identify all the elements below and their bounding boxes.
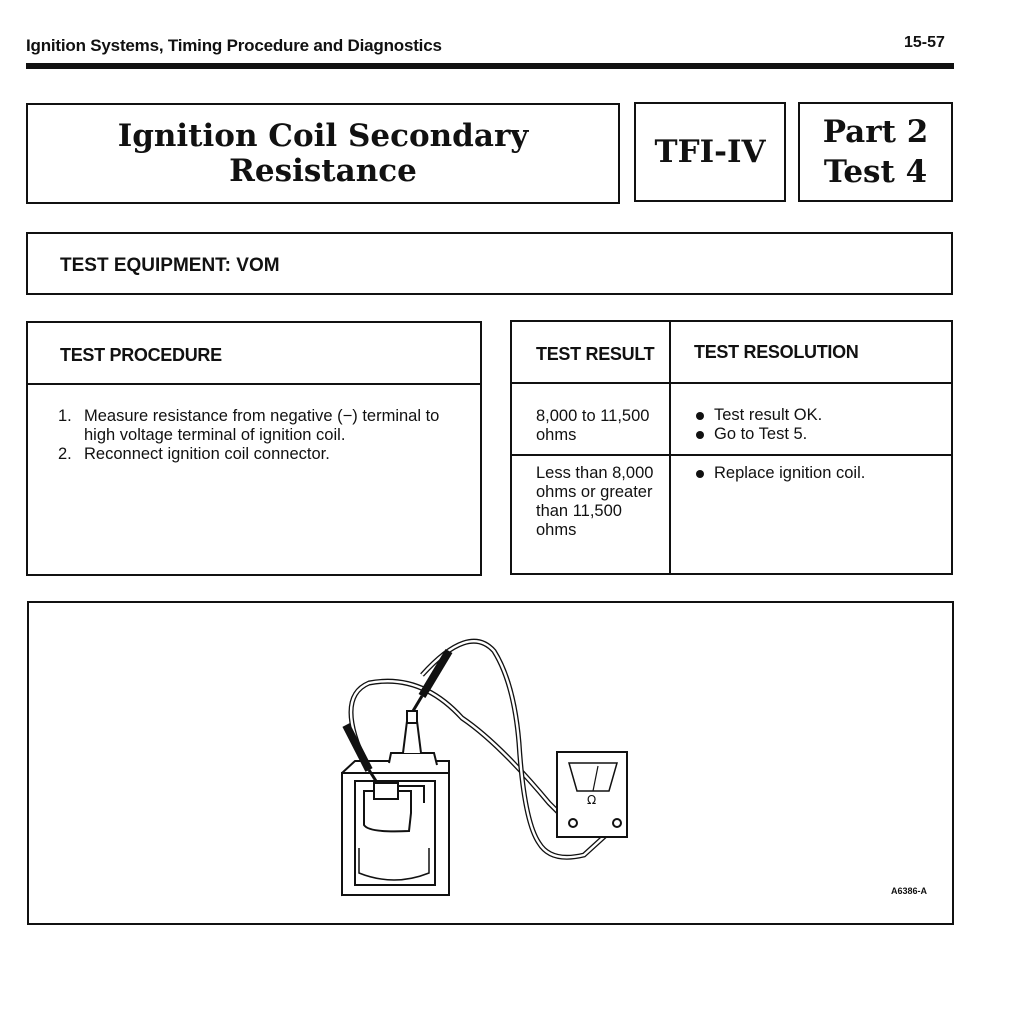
- test-label: Test 4: [823, 154, 928, 190]
- procedure-box: [26, 321, 482, 576]
- result-cell: 8,000 to 11,500 ohms: [536, 407, 650, 444]
- system-label: TFI-IV: [654, 134, 766, 170]
- procedure-step: [58, 407, 458, 445]
- test-title-line1: Ignition Coil Secondary: [117, 117, 529, 154]
- part-test-box: [798, 102, 953, 202]
- section-title: Ignition Systems, Timing Procedure and Diagnostics: [26, 36, 442, 55]
- procedure-header: [28, 323, 480, 385]
- procedure-step: [58, 445, 458, 464]
- header-rule: [26, 63, 954, 69]
- test-title-line2: Resistance: [229, 152, 417, 189]
- test-equipment-box: [26, 232, 953, 295]
- results-table: [510, 320, 953, 575]
- result-column-header: TEST RESULT: [536, 344, 655, 364]
- coil-meter-illustration: [29, 603, 952, 923]
- result-cell: Less than 8,000 ohms or greater than 11,500 ohms: [536, 464, 654, 539]
- step-text: Measure resistance from negative (−) terminal to high voltage terminal of ignition coil.: [84, 407, 440, 444]
- step-number: 2.: [58, 445, 72, 463]
- procedure-heading: TEST PROCEDURE: [60, 345, 222, 365]
- table-divider: [669, 322, 671, 573]
- part-label: Part 2: [822, 114, 929, 150]
- resolution-item: Replace ignition coil.: [694, 464, 944, 483]
- step-number: 1.: [58, 407, 72, 425]
- system-box: [634, 102, 786, 202]
- ohm-symbol: Ω: [587, 793, 597, 807]
- resolution-item: Go to Test 5.: [694, 425, 944, 444]
- test-title: [118, 119, 529, 189]
- resolution-cell: [694, 464, 944, 483]
- resolution-cell: [694, 406, 944, 444]
- step-text: Reconnect ignition coil connector.: [84, 445, 330, 463]
- illustration-box: [27, 601, 954, 925]
- figure-code: A6386-A: [891, 886, 928, 896]
- page-number: 15-57: [904, 34, 945, 51]
- table-divider: [512, 454, 951, 456]
- resolution-column-header: TEST RESOLUTION: [694, 342, 859, 362]
- test-equipment-label: TEST EQUIPMENT: VOM: [60, 255, 280, 276]
- table-divider: [512, 382, 951, 384]
- resolution-item: Test result OK.: [694, 406, 944, 425]
- test-title-box: [26, 103, 620, 204]
- procedure-steps: [58, 407, 458, 464]
